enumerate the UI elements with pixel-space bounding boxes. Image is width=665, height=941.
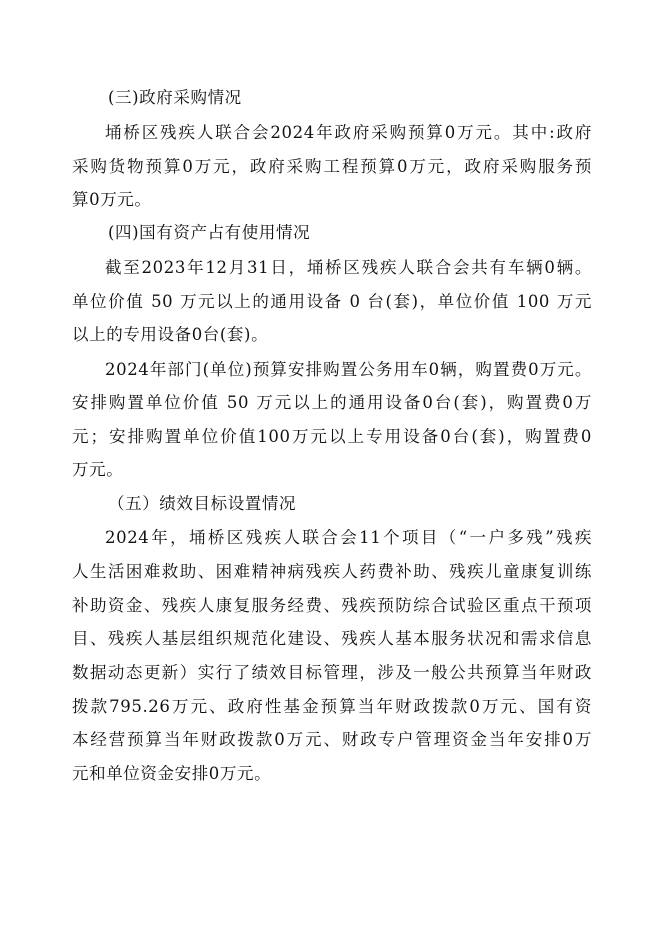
- section-4-para-1-line-2: 单位价值 50 万元以上的通用设备 0 台(套)，单位价值 100 万元: [72, 292, 592, 311]
- section-5-line-3: 补助资金、残疾人康复服务经费、残疾预防综合试验区重点干预项: [72, 596, 592, 615]
- section-3-heading: (三)政府采购情况: [108, 88, 242, 107]
- section-3-line-2: 采购货物预算0万元，政府采购工程预算0万元，政府采购服务预: [72, 157, 592, 176]
- section-4-para-1-line-3: 以上的专用设备0台(套)。: [72, 325, 269, 344]
- section-4-para-2-line-3: 元；安排购置单位价值100万元以上专用设备0台(套)，购置费0: [72, 427, 592, 446]
- section-4-para-2-line-2: 安排购置单位价值 50 万元以上的通用设备0台(套)，购置费0万: [72, 393, 592, 412]
- section-4-para-2-line-4: 万元。: [72, 460, 124, 479]
- section-3-line-1: 埇桥区残疾人联合会2024年政府采购预算0万元。其中:政府: [105, 123, 592, 142]
- section-4-para-1-line-1: 截至2023年12月31日，埇桥区残疾人联合会共有车辆0辆。: [105, 258, 592, 277]
- section-5-line-8: 元和单位资金安排0万元。: [72, 764, 272, 783]
- section-5-line-7: 本经营预算当年财政拨款0万元、财政专户管理资金当年安排0万: [72, 730, 592, 749]
- section-3-line-3: 算0万元。: [72, 190, 152, 209]
- section-5-line-5: 数据动态更新）实行了绩效目标管理，涉及一般公共预算当年财政: [72, 663, 592, 682]
- section-5-heading: （五）绩效目标设置情况: [108, 494, 297, 513]
- section-5-line-1: 2024年，埇桥区残疾人联合会11个项目（“一户多残”残疾: [105, 528, 592, 547]
- section-4-heading: (四)国有资产占有使用情况: [108, 223, 311, 242]
- section-5-line-2: 人生活困难救助、困难精神病残疾人药费补助、残疾儿童康复训练: [72, 562, 592, 581]
- section-4-para-2-line-1: 2024年部门(单位)预算安排购置公务用车0辆，购置费0万元。: [105, 360, 592, 379]
- section-5-line-4: 目、残疾人基层组织规范化建设、残疾人基本服务状况和需求信息: [72, 629, 592, 648]
- section-5-line-6: 拨款795.26万元、政府性基金预算当年财政拨款0万元、国有资: [72, 697, 592, 716]
